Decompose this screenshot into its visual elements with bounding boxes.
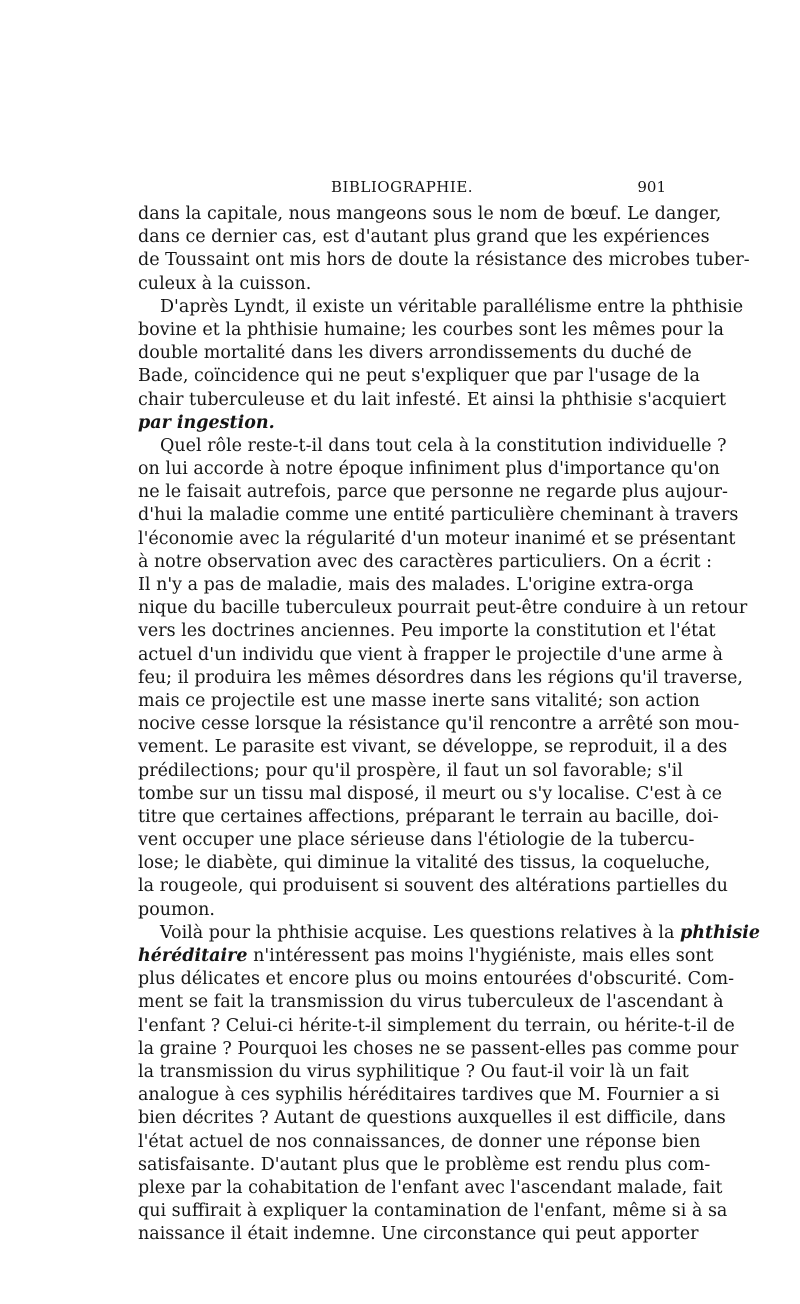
text-run: bovine et la phthisie humaine; les courbes sont les mêmes pour la <box>138 319 724 340</box>
text-run: ment se fait la transmission du virus tuberculeux de l'ascendant à <box>138 992 724 1013</box>
text-line <box>138 319 724 342</box>
text-line <box>138 574 694 597</box>
text-line <box>138 875 728 898</box>
text-line <box>138 551 713 574</box>
text-line <box>138 667 743 690</box>
text-line <box>138 899 666 922</box>
text-run: qui suffirait à expliquer la contamination de l'enfant, même si à sa <box>138 1201 728 1222</box>
italic-term: héréditaire <box>138 946 248 966</box>
text-run: la rougeole, qui produisent si souvent des altérations partielles du <box>138 876 728 897</box>
italic-term: phthisie <box>680 922 761 943</box>
text-run: analogue à ces syphilis héréditaires tardives que M. Fournier a si <box>138 1085 720 1106</box>
text-run: dans la capitale, nous mangeons sous le nom de bœuf. Le danger, <box>138 204 722 224</box>
text-run: dans ce dernier cas, est d'autant plus grand que les expériences <box>138 227 710 248</box>
text-line <box>138 1015 735 1038</box>
text-run: plus délicates et encore plus ou moins entourées d'obscurité. Com- <box>138 969 735 990</box>
text-line <box>138 1038 739 1061</box>
text-run: vers les doctrines anciennes. Peu importe la constitution et l'état <box>138 621 716 642</box>
text-line <box>138 481 728 504</box>
text-run: la transmission du virus syphilitique ? Ou faut-il voir là un fait <box>138 1061 689 1082</box>
text-run: actuel d'un individu que vient à frapper le projectile d'une arme à <box>138 644 723 665</box>
text-run: culeux à la cuisson. <box>138 273 312 294</box>
running-head: BIBLIOGRAPHIE. <box>330 178 474 196</box>
text-run: plexe par la cohabitation de l'enfant avec l'ascendant malade, fait <box>138 1177 723 1198</box>
text-line <box>138 1177 723 1200</box>
text-run: nique du bacille tuberculeux pourrait peut-être conduire à un retour <box>138 598 748 619</box>
text-line <box>138 1107 726 1130</box>
text-run: mais ce projectile est une masse inerte sans vitalité; son action <box>138 690 700 711</box>
text-line <box>138 829 695 852</box>
text-line <box>138 945 714 968</box>
text-run: D'après Lyndt, il existe un véritable parallélisme entre la phthisie <box>160 296 744 317</box>
text-line <box>138 806 719 829</box>
italic-term: par ingestion. <box>138 412 275 433</box>
text-line <box>138 852 711 875</box>
text-line <box>138 922 761 945</box>
text-line <box>138 968 735 991</box>
text-line <box>138 203 722 226</box>
text-line <box>138 597 748 620</box>
text-run: chair tuberculeuse et du lait infesté. Et ainsi la phthisie s'acquiert <box>138 389 726 410</box>
text-line <box>138 690 700 713</box>
text-line <box>138 273 666 296</box>
text-run: la graine ? Pourquoi les choses ne se passent-elles pas comme pour <box>138 1038 739 1059</box>
text-run: l'économie avec la régularité d'un moteur inanimé et se présentant <box>138 528 736 549</box>
text-run: feu; il produira les mêmes désordres dans les régions qu'il traverse, <box>138 667 743 688</box>
text-line <box>138 226 710 249</box>
text-line <box>138 620 716 643</box>
text-run: tombe sur un tissu mal disposé, il meurt ou s'y localise. C'est à ce <box>138 783 723 804</box>
text-line <box>138 1223 699 1246</box>
page-header <box>138 176 666 200</box>
text-line <box>138 760 683 783</box>
text-line <box>138 365 700 388</box>
text-line <box>138 1200 728 1223</box>
text-line <box>138 412 666 435</box>
text-run: Voilà pour la phthisie acquise. Les questions relatives à la <box>160 922 680 943</box>
text-run: poumon. <box>138 899 215 920</box>
text-line <box>138 296 744 319</box>
text-run: Il n'y a pas de maladie, mais des malades. L'origine extra-orga <box>138 575 694 595</box>
text-run: on lui accorde à notre époque infiniment plus d'importance qu'on <box>138 459 720 480</box>
text-line <box>138 1154 711 1177</box>
text-run: vement. Le parasite est vivant, se développe, se reproduit, il a des <box>138 737 728 758</box>
text-run: Quel rôle reste-t-il dans tout cela à la constitution individuelle ? <box>160 435 727 456</box>
text-line <box>138 249 750 272</box>
text-line <box>138 1084 720 1107</box>
text-line <box>138 458 720 481</box>
text-run: à notre observation avec des caractères particuliers. On a écrit : <box>138 551 713 572</box>
text-line <box>138 435 727 458</box>
text-run: titre que certaines affections, préparant le terrain au bacille, doi- <box>138 806 719 827</box>
text-line <box>138 783 723 806</box>
text-line <box>138 1131 701 1154</box>
text-run: prédilections; pour qu'il prospère, il faut un sol favorable; s'il <box>138 760 683 781</box>
text-line <box>138 1061 689 1084</box>
text-run: nocive cesse lorsque la résistance qu'il rencontre a arrêté son mou- <box>138 714 740 735</box>
text-run: naissance il était indemne. Une circonstance qui peut apporter <box>138 1224 699 1245</box>
text-run: Bade, coïncidence qui ne peut s'expliquer que par l'usage de la <box>138 366 700 387</box>
text-run: l'état actuel de nos connaissances, de donner une réponse bien <box>138 1131 701 1152</box>
text-line <box>138 389 726 412</box>
text-run: lose; le diabète, qui diminue la vitalité des tissus, la coqueluche, <box>138 853 711 874</box>
text-line <box>138 342 692 365</box>
text-run: double mortalité dans les divers arrondissements du duché de <box>138 343 692 364</box>
text-line <box>138 713 740 736</box>
text-run: l'enfant ? Celui-ci hérite-t-il simplement du terrain, ou hérite-t-il de <box>138 1015 735 1036</box>
text-line <box>138 644 723 667</box>
text-run: n'intéressent pas moins l'hygiéniste, mais elles sont <box>247 946 714 966</box>
text-run: bien décrites ? Autant de questions auxquelles il est difficile, dans <box>138 1108 726 1129</box>
text-line <box>138 504 739 527</box>
text-line <box>138 991 724 1014</box>
text-run: vent occuper une place sérieuse dans l'étiologie de la tubercu- <box>138 830 695 851</box>
page-number: 901 <box>637 178 666 196</box>
body-text <box>138 203 761 1246</box>
text-line <box>138 736 728 759</box>
text-run: satisfaisante. D'autant plus que le problème est rendu plus com- <box>138 1154 711 1175</box>
text-run: ne le faisait autrefois, parce que personne ne regarde plus aujour- <box>138 482 728 503</box>
text-run: de Toussaint ont mis hors de doute la résistance des microbes tuber- <box>138 250 750 271</box>
text-line <box>138 528 736 551</box>
text-run: d'hui la maladie comme une entité particulière cheminant à travers <box>138 505 739 526</box>
